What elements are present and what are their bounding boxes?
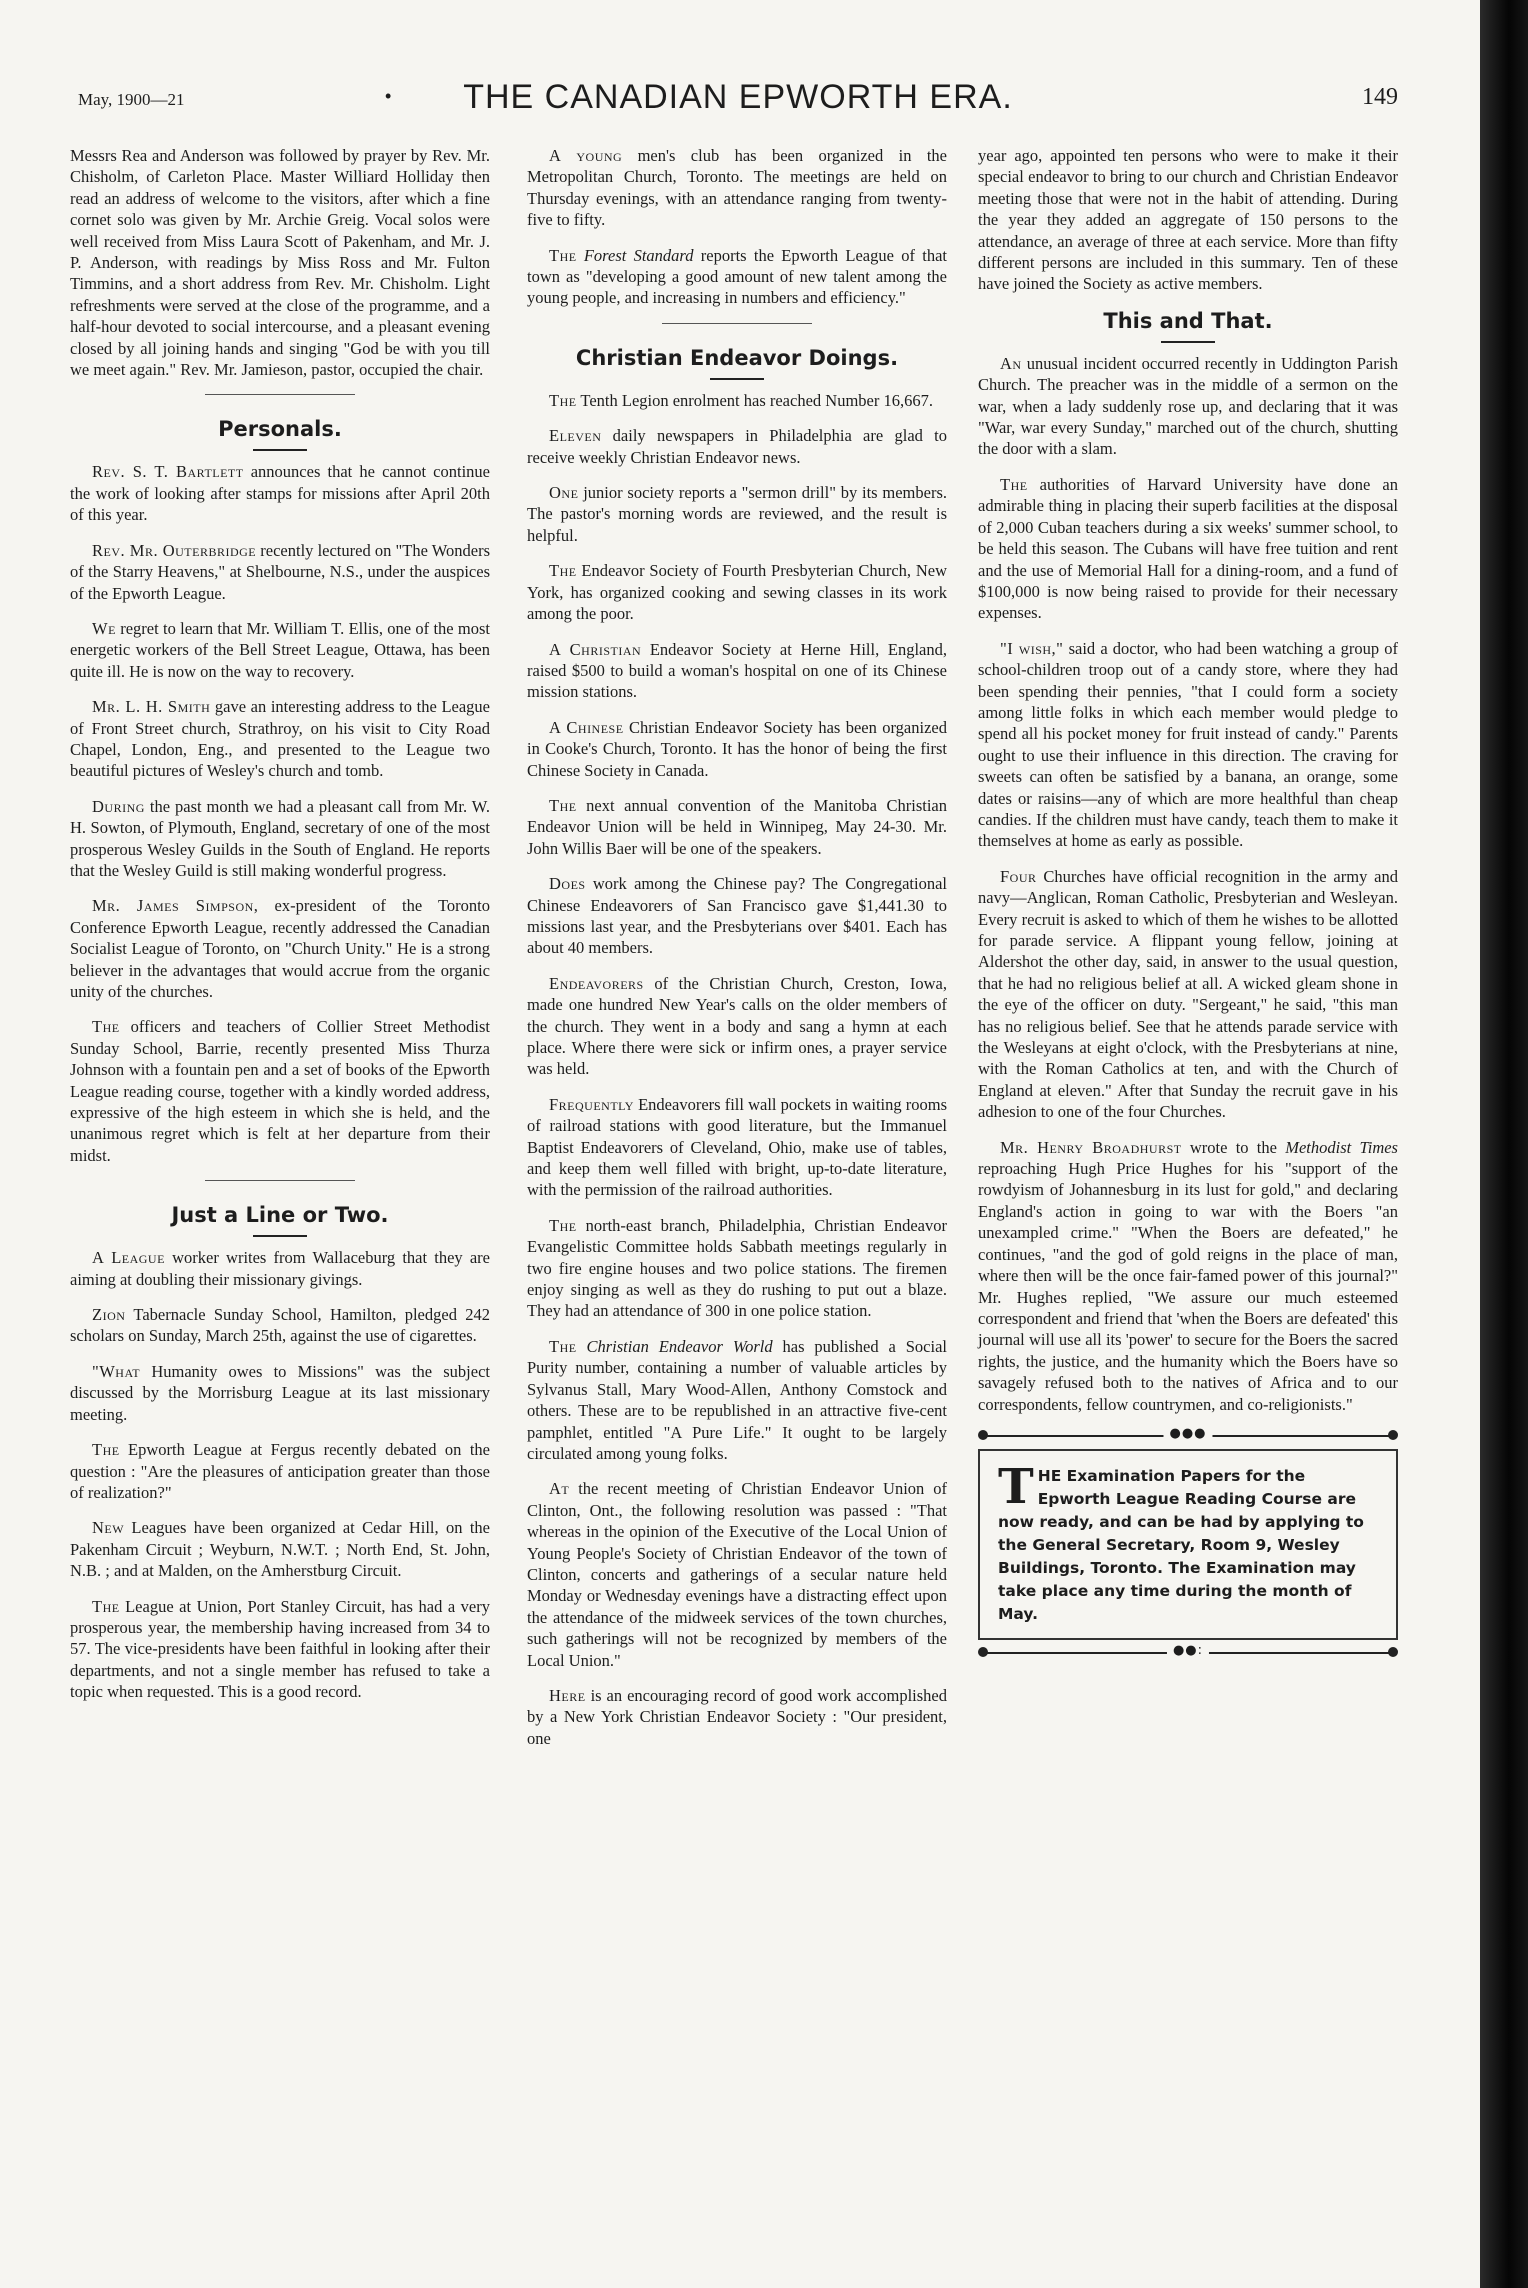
item-lead-words: Rev. S. T. Bartlett	[92, 462, 244, 482]
endeavor-item	[527, 639, 947, 703]
item-lead-words: An	[1000, 353, 1022, 373]
page-number: 149	[1362, 84, 1398, 110]
item-lead-words: Frequently	[549, 1094, 634, 1114]
personal-item	[70, 696, 490, 782]
continuation-paragraph: year ago, appointed ten persons who were to make it their special endeavor to bring to our church and Christian Endeavor meeting those that were not in the habit of attending. During the year they added an aggregate of 150 persons to the attendance, an average of three at each service. More than fifty different persons are included in this summary. Ten of these have joined the Society as active members.	[978, 146, 1398, 294]
endeavor-item	[527, 390, 947, 411]
item-lead-words: Mr. L. H. Smith	[92, 697, 211, 717]
this-and-that-item	[978, 638, 1398, 852]
item-lead-words: A League	[92, 1248, 165, 1268]
item-italic-title: Forest Standard	[576, 245, 694, 265]
item-lead-words: New	[92, 1518, 125, 1538]
item-lead-words: The	[549, 561, 577, 581]
item-lead-words: During	[92, 796, 145, 816]
this-and-that-item	[978, 474, 1398, 624]
item-text: the recent meeting of Christian Endeavor Union of Clinton, Ont., the following resolution was passed : "That whereas in the opinion of the Executive of the Local Union of Young People's Society of Christian Endeavor of the town of Clinton, concerts and gatherings of a secular nature held Monday or Wednesday evenings have a distracting effect upon the attendance of the midweek services of the town churches, such gatherings will not be recognized by members of the Local Union."	[527, 1479, 947, 1670]
item-lead-words: The	[549, 795, 577, 815]
item-lead-words: "What	[92, 1361, 141, 1381]
item-text: Tabernacle Sunday School, Hamilton, pledged 242 scholars on Sunday, March 25th, against the use of cigarettes.	[70, 1305, 490, 1346]
news-item	[527, 245, 947, 309]
item-text: Endeavorers fill wall pockets in waiting rooms of railroad stations with good literature, but the Immanuel Baptist Endeavorers of Cleveland, Ohio, make use of tables, and keep them well filled with bright, up-to-date literature, with the permission of the railroad authorities.	[527, 1094, 947, 1200]
item-text: reproaching Hugh Price Hughes for his "support of the rowdyism of Johannesburg in its lust for gold," and declaring England's action in going to war with the Boers "an unexampled crime." "When the Boers are defeated," he continues, "and the god of gold reigns in the place of man, where then will be the once fair-famed power of this journal?" Mr. Hughes replied, "We assure our much esteemed correspondent and friend that 'when the Boers are defeated' this journal will use all its 'power' to secure for the Boers the sacred rights, the justice, and the humanity which the Boers have so savagely refused both to the natives of Africa and to our correspondents, fellow countrymen, and co-religionists."	[978, 1159, 1398, 1414]
this-and-that-item	[978, 866, 1398, 1123]
exam-notice	[978, 1449, 1398, 1640]
rule-dot-icon	[978, 1647, 988, 1657]
item-text: the past month we had a pleasant call from Mr. W. H. Sowton, of Plymouth, England, secretary of one of the most prosperous Wesley Guilds in the South of England. He reports that the Wesley Guild is still making wonderful progress.	[70, 796, 490, 880]
personal-item	[70, 618, 490, 682]
line-item	[70, 1247, 490, 1290]
line-item	[70, 1304, 490, 1347]
section-divider	[205, 394, 355, 395]
item-text: north-east branch, Philadelphia, Christian Endeavor Evangelistic Committee holds Sabbath meetings regularly in two fire engine houses and two police stations. The firemen enjoy singing as well as they do rushing to put out a blaze. They had an attendance of 300 in one police station.	[527, 1215, 947, 1321]
item-text: is an encouraging record of good work accomplished by a New York Christian Endeavor Society : "Our president, one	[527, 1685, 947, 1748]
this-and-that-item	[978, 353, 1398, 460]
section-heading-personals: Personals.	[70, 417, 490, 451]
item-text: authorities of Harvard University have done an admirable thing in placing their superb facilities at the disposal of 2,000 Cuban teachers during a six weeks' summer school, to be held this season. The Cubans will have free tuition and rent and the use of Memorial Hall for a dining-room, and a fund of $100,000 is now being raised to provide for their necessary expenses.	[978, 474, 1398, 623]
item-text: Churches have official recognition in the army and navy—Anglican, Roman Catholic, Presbyterian and Wesleyan. Every recruit is asked to which of them he wishes to be allotted for parade service. A flippant young fellow, joining at Aldershot the other day, said, in answer to the usual question, that he had no religious belief at all. A wicked gleam shone in the eye of the officer on duty. "Sergeant," he said, "this man has no religious belief. See that he attends parade service with the Wesleyans at eight o'clock, with the Presbyterians at nine, with the Roman Catholics at ten, and with the Church of England at eleven." After that Sunday the recruit gave in his adhesion to one of the four Churches.	[978, 866, 1398, 1122]
personals-list	[70, 461, 490, 1166]
item-lead-words: Rev. Mr. Outerbridge	[92, 540, 257, 560]
line-item	[70, 1596, 490, 1703]
item-text: of the Christian Church, Creston, Iowa, made one hundred New Year's calls on the older members of the church. They went in a body and sang a hymn at each place. Where there were sick or infirm ones, a prayer service was held.	[527, 973, 947, 1079]
item-lead-words: We	[92, 618, 116, 638]
ornamental-rule-top	[978, 1425, 1398, 1443]
publication-title: THE CANADIAN EPWORTH ERA.	[463, 78, 1013, 116]
personal-item	[70, 1016, 490, 1166]
item-text: men's club has been organized in the Metropolitan Church, Toronto. The meetings are held on Thursday evenings, with an attendance ranging from twenty-five to fifty.	[527, 146, 947, 230]
column-2-top-items	[527, 145, 947, 309]
line-item	[70, 1361, 490, 1425]
endeavor-item	[527, 1336, 947, 1464]
endeavor-item	[527, 1685, 947, 1749]
item-lead-words: One	[549, 483, 579, 503]
item-text: regret to learn that Mr. William T. Ellis, one of the most energetic workers of the Bell Street League, Ottawa, has been quite ill. He is now on the way to recovery.	[70, 618, 490, 681]
item-text: work among the Chinese pay? The Congregational Chinese Endeavorers of San Francisco gave $1,441.30 to missions last year, and the Presbyterians over $401. Each has about 40 members.	[527, 874, 947, 958]
item-text: Humanity owes to Missions" was the subject discussed by the Morrisburg League at its last missionary meeting.	[70, 1361, 490, 1424]
item-text: Endeavor Society at Herne Hill, England, raised $500 to build a woman's hospital on one of its Chinese mission stations.	[527, 639, 947, 702]
exam-notice-box	[978, 1425, 1398, 1660]
item-lead-words: Endeavorers	[549, 973, 644, 993]
column-1	[70, 145, 490, 1717]
personal-item	[70, 796, 490, 882]
rule-ornament: ●●●	[1163, 1426, 1212, 1441]
item-lead-words: Eleven	[549, 426, 602, 446]
just-a-line-list	[70, 1247, 490, 1702]
rule-dot-icon	[1388, 1647, 1398, 1657]
this-and-that-item	[978, 1137, 1398, 1415]
this-and-that-list	[978, 353, 1398, 1415]
endeavor-item	[527, 425, 947, 468]
issue-date: May, 1900—21	[78, 90, 185, 109]
item-lead-words: The	[92, 1596, 120, 1616]
endeavor-item	[527, 560, 947, 624]
item-text: next annual convention of the Manitoba Christian Endeavor Union will be held in Winnipeg, May 24-30. Mr. John Willis Baer will be one of the speakers.	[527, 795, 947, 858]
item-text: Tenth Legion enrolment has reached Number 16,667.	[576, 390, 933, 410]
item-text: wrote to the	[1181, 1137, 1277, 1157]
item-text: gave an interesting address to the League of Front Street church, Strathroy, on his visit to City Road Chapel, London, Eng., and presented to the League two beautiful pictures of Wesley's church and tomb.	[70, 697, 490, 781]
column-3	[978, 145, 1398, 1666]
item-lead-words: The	[92, 1440, 120, 1460]
item-text: Epworth League at Fergus recently debated on the question : "Are the pleasures of anticipation greater than those of realization?"	[70, 1440, 490, 1502]
item-text: Leagues have been organized at Cedar Hill, on the Pakenham Circuit ; Weyburn, N.W.T. ; North End, St. John, N.B. ; and at Malden, on the Amherstburg Circuit.	[70, 1518, 490, 1581]
item-lead-words: The	[92, 1017, 120, 1037]
item-lead-words: Mr. James Simpson,	[92, 896, 259, 916]
item-italic-title: Christian Endeavor World	[576, 1336, 773, 1356]
header-ornament: •	[385, 86, 392, 106]
item-text: ex-president of the Toronto Conference Epworth League, recently addressed the Canadian Socialist League of Toronto, on "Church Unity." He is a strong believer in the advantages that would accrue from the organic unity of the churches.	[70, 896, 490, 1001]
endeavor-item	[527, 795, 947, 859]
endeavor-item	[527, 482, 947, 546]
line-item	[70, 1517, 490, 1581]
item-lead-words: The	[549, 245, 577, 265]
endeavor-item	[527, 973, 947, 1080]
section-divider	[662, 323, 812, 324]
item-text: junior society reports a "sermon drill" by its members. The pastor's morning words are reviewed, and the result is helpful.	[527, 483, 947, 545]
column-2	[527, 145, 947, 1763]
book-spine-edge	[1480, 0, 1528, 2288]
item-text: has published a Social Purity number, containing a number of valuable articles by Sylvanus Stall, Mary Wood-Allen, Anthony Comstock and others. These are to be republished in an attractive five-cent pamphlet, entitled "A Pure Life." It ought to be largely circulated among young folks.	[527, 1336, 947, 1463]
personal-item	[70, 895, 490, 1002]
item-text: Christian Endeavor Society has been organized in Cooke's Church, Toronto. It has the honor of being the first Chinese Society in Canada.	[527, 717, 947, 780]
item-lead-words: Zion	[92, 1305, 126, 1325]
item-lead-words: Mr. Henry Broadhurst	[1000, 1137, 1182, 1157]
item-text: unusual incident occurred recently in Uddington Parish Church. The preacher was in the middle of a sermon on the war, when a lady suddenly rose up, and declaring that it was "War, war every Sunday," marched out of the church, shutting the door with a slam.	[978, 353, 1398, 459]
item-text: officers and teachers of Collier Street Methodist Sunday School, Barrie, recently presented Miss Thurza Johnson with a fountain pen and a set of books of the Epworth League reading course, together with a kindly worded address, expressive of the high esteem in which she is held, and the unanimous regret which is felt at her departure from their midst.	[70, 1017, 490, 1165]
news-item	[527, 145, 947, 231]
item-lead-words: A Christian	[549, 639, 642, 659]
item-lead-words: "I wish,"	[1000, 638, 1064, 658]
item-lead-words: Here	[549, 1685, 586, 1705]
personal-item	[70, 540, 490, 604]
christian-endeavor-list	[527, 390, 947, 1749]
line-item	[70, 1439, 490, 1503]
item-lead-words: Does	[549, 874, 586, 894]
item-lead-words: The	[1000, 474, 1028, 494]
rule-dot-icon	[1388, 1430, 1398, 1440]
item-lead-words: Four	[1000, 866, 1037, 886]
item-lead-words: The	[549, 390, 577, 410]
item-italic-title: Methodist Times	[1276, 1137, 1398, 1157]
item-text: League at Union, Port Stanley Circuit, has had a very prosperous year, the membership having increased from 34 to 57. The vice-presidents have been faithful in looking after their departments, and not a single member has refused to take a topic when requested. This is a good record.	[70, 1596, 490, 1702]
item-lead-words: A young	[549, 146, 623, 165]
endeavor-item	[527, 1094, 947, 1201]
section-heading-christian-endeavor: Christian Endeavor Doings.	[527, 346, 947, 380]
item-text: recently lectured on "The Wonders of the Starry Heavens," at Shelbourne, N.S., under the auspices of the Epworth League.	[70, 540, 490, 603]
item-text: worker writes from Wallaceburg that they are aiming at doubling their missionary givings.	[70, 1248, 491, 1289]
personal-item	[70, 461, 490, 525]
endeavor-item	[527, 1215, 947, 1322]
endeavor-item	[527, 873, 947, 959]
intro-paragraph: Messrs Rea and Anderson was followed by prayer by Rev. Mr. Chisholm, of Carleton Place. Master Williard Holliday then read an address of welcome to the visitors, after which a fine cornet solo was given by Mr. Archie Greig. Vocal solos were well received from Miss Laura Scott of Pakenham, and Mr. J. P. Anderson, with readings by Miss Ross and Mr. Fulton Timmins, and a short address from Rev. Mr. Chisholm. Light refreshments were served at the close of the programme, and a half-hour devoted to social intercourse, and a pleasant evening closed by all joining hands and singing "God be with you till we meet again." Rev. Mr. Jamieson, pastor, occupied the chair.	[70, 146, 490, 380]
item-text: daily newspapers in Philadelphia are glad to receive weekly Christian Endeavor news.	[527, 426, 947, 467]
item-text: said a doctor, who had been watching a group of school-children troop out of a candy store, where they had been spending their pennies, "that I could form a society among little folks in which each member would pledge to spend all his pocket money for fruit instead of candy." Parents ought to use their influence in this direction. The craving for sweets can often be satisfied by a banana, an orange, some dates or raisins—any of which are more healthful than cheap candies. If the children must have candy, teach them to make it themselves at home as early as possible.	[978, 638, 1398, 851]
notice-dropcap: T	[998, 1458, 1034, 1515]
item-text: announces that he cannot continue the work of looking after stamps for missions after April 20th of this year.	[70, 462, 490, 525]
item-text: reports the Epworth League of that town as "developing a good amount of new talent among the young people, and increasing in numbers and efficiency."	[527, 245, 947, 308]
ornamental-rule-bottom	[978, 1642, 1398, 1660]
section-heading-this-and-that: This and That.	[978, 309, 1398, 343]
page-header	[78, 78, 1398, 124]
section-divider	[205, 1180, 355, 1181]
item-text: Endeavor Society of Fourth Presbyterian Church, New York, has organized cooking and sewing classes in its work among the poor.	[527, 561, 947, 624]
item-lead-words: The	[549, 1336, 577, 1356]
item-lead-words: The	[549, 1215, 577, 1235]
notice-text: HE Examination Papers for the Epworth League Reading Course are now ready, and can be had by applying to the General Secretary, Room 9, Wesley Buildings, Toronto. The Examination may take place any time during the month of May.	[998, 1466, 1364, 1623]
rule-ornament: ●●:	[1167, 1643, 1209, 1658]
rule-dot-icon	[978, 1430, 988, 1440]
item-lead-words: A Chinese	[549, 717, 624, 737]
item-lead-words: At	[549, 1479, 570, 1499]
endeavor-item	[527, 717, 947, 781]
section-heading-just-a-line: Just a Line or Two.	[70, 1203, 490, 1237]
endeavor-item	[527, 1478, 947, 1671]
